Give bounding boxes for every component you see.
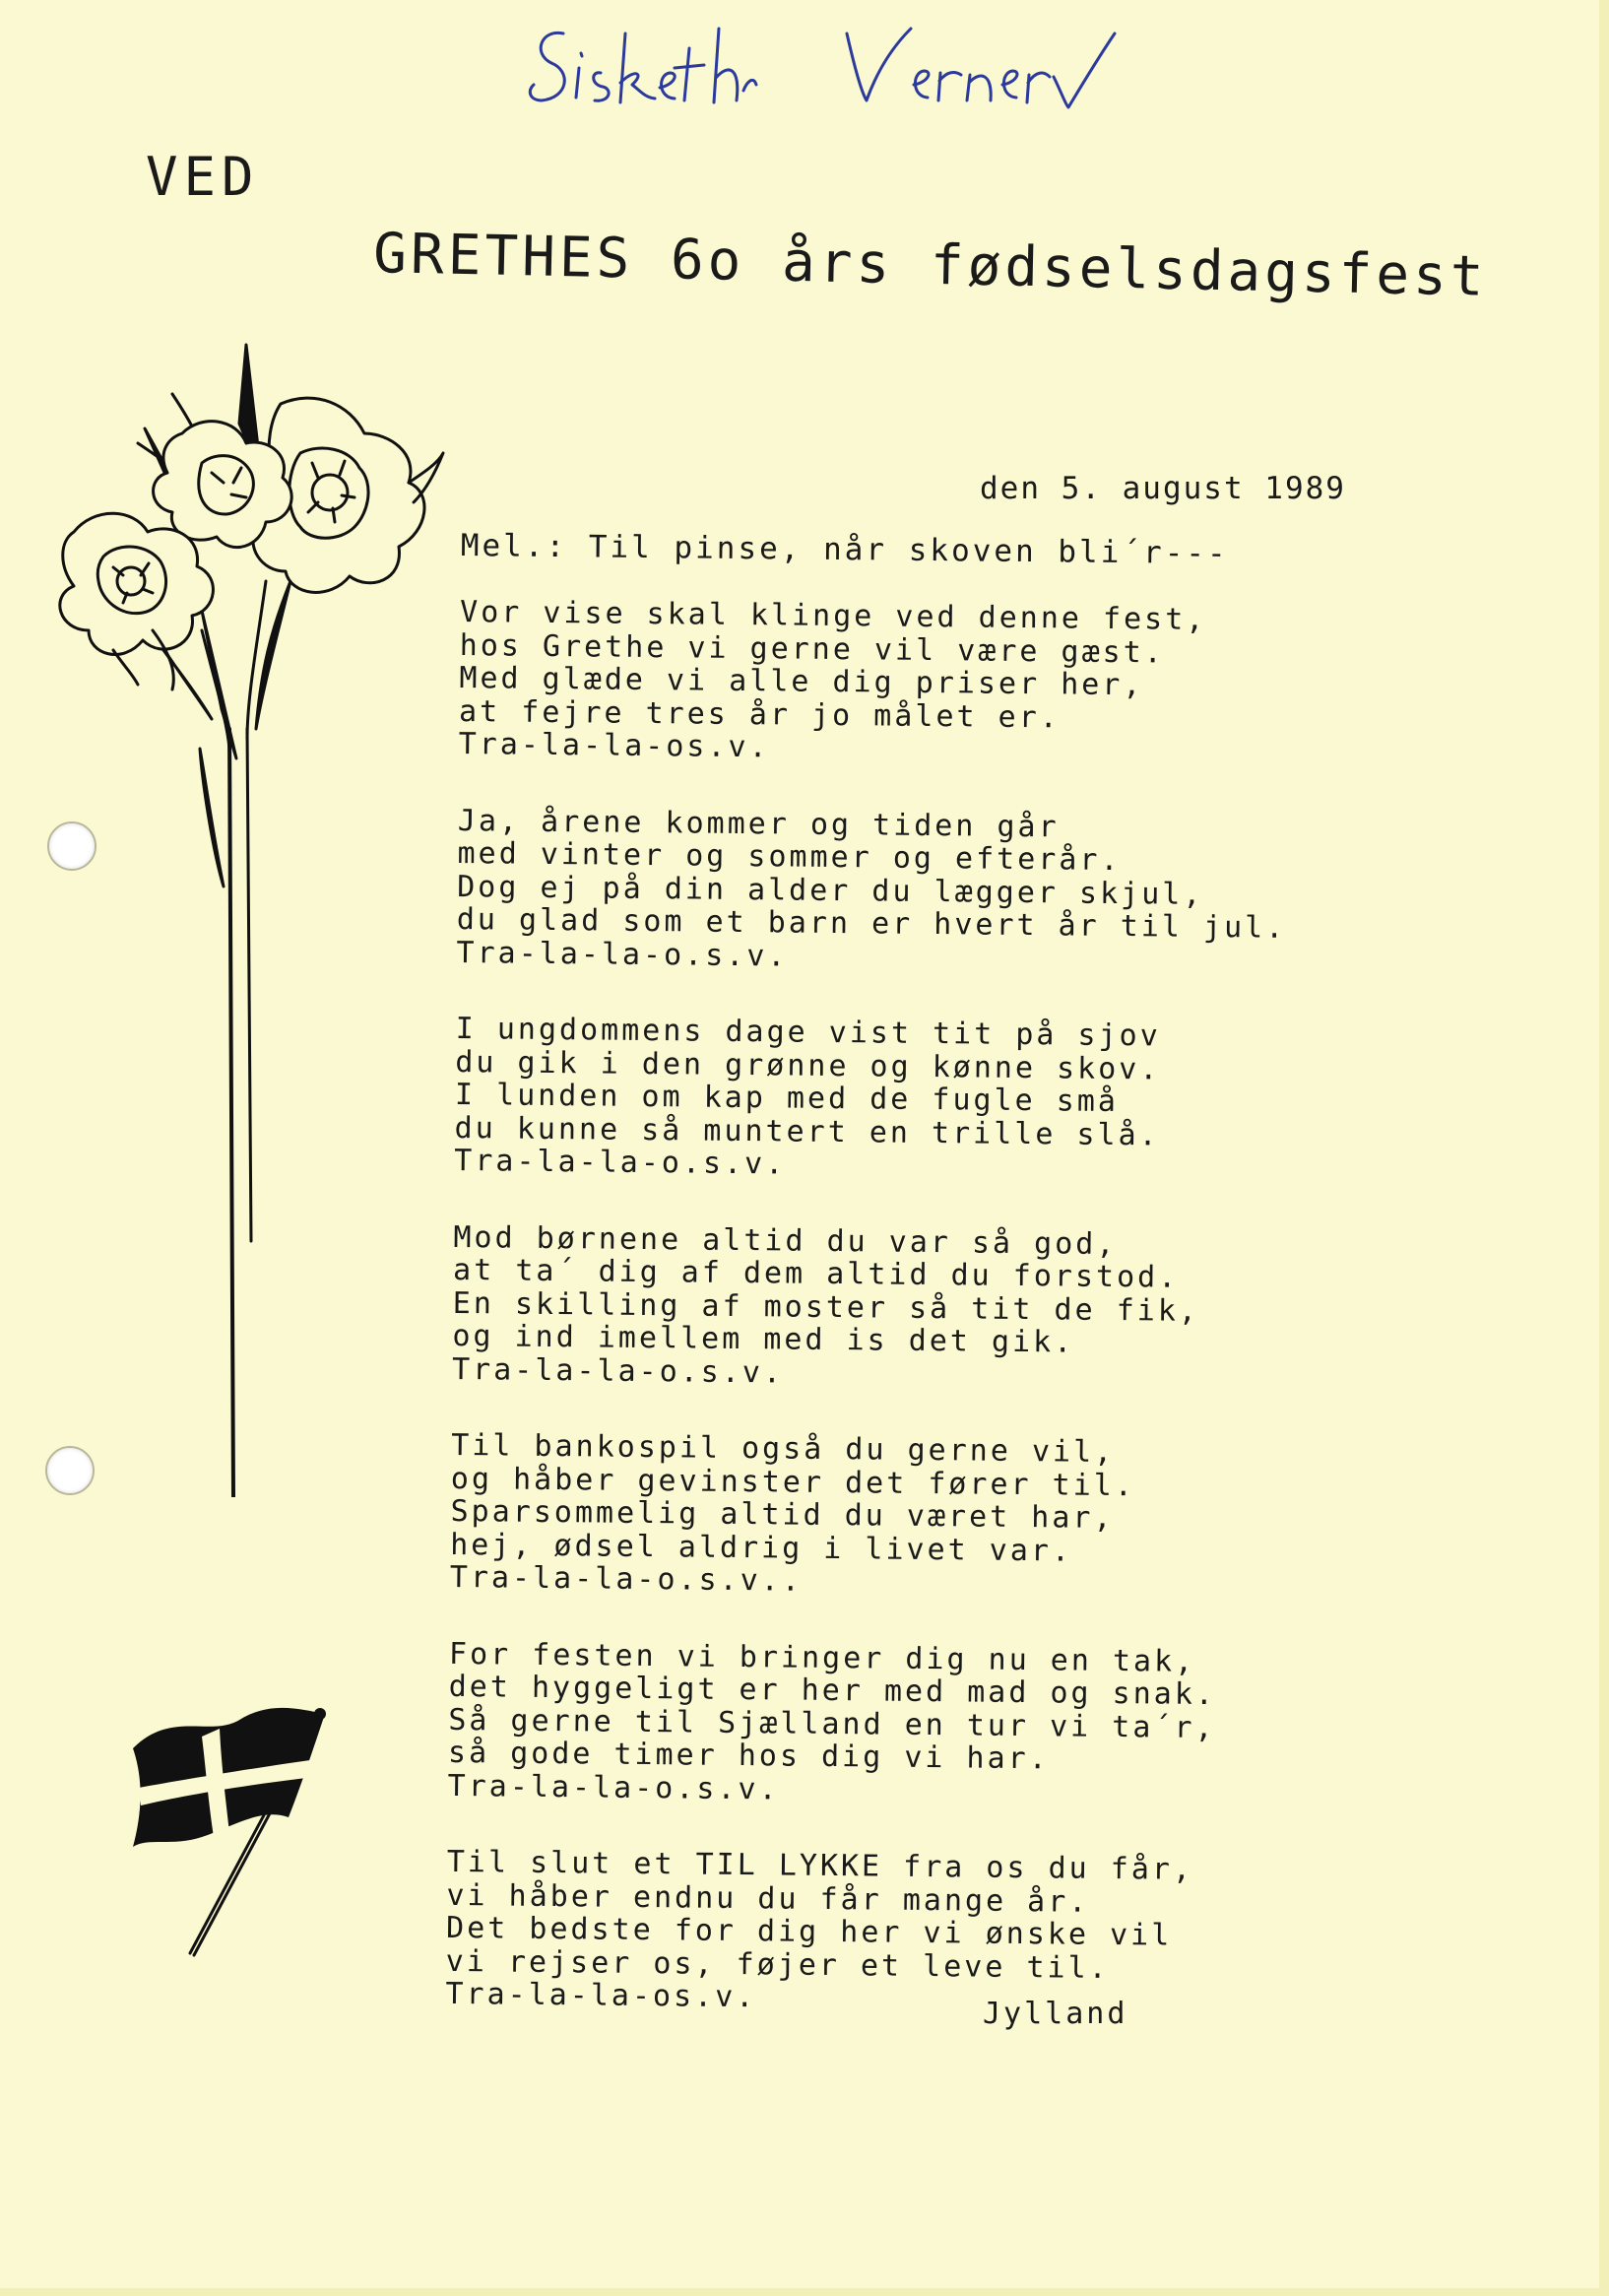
verse-line: For festen vi bringer dig nu en tak, — [448, 1636, 1196, 1679]
danish-flag-illustration — [123, 1689, 335, 1960]
verse-line: Det bedste for dig her vi ønske vil — [445, 1910, 1173, 1953]
verse-refrain: Tra-la-la-o.s.v.. — [449, 1559, 804, 1599]
verse-line: Med glæde vi alle dig priser her, — [459, 660, 1144, 703]
verse-line: og håber gevinster det fører til. — [450, 1461, 1136, 1503]
verse-line: og ind imellem med is det gik. — [452, 1318, 1075, 1360]
verse-line: hej, ødsel aldrig i livet var. — [450, 1527, 1073, 1569]
verse-line: Dog ej på din alder du lægger skjul, — [457, 869, 1204, 912]
verse — [452, 1220, 1458, 1396]
verse-line: med vinter og sommer og efterår. — [457, 835, 1122, 879]
verse-refrain: Tra-la-la-os.v. — [445, 1976, 757, 2015]
verse-line: du kunne så muntert en trille slå. — [454, 1110, 1160, 1152]
verse-line: Til slut et TIL LYKKE fra os du får, — [446, 1844, 1194, 1887]
punch-hole — [45, 1446, 95, 1495]
verse — [454, 1013, 1460, 1188]
verse-line: hos Grethe vi gerne vil være gæst. — [459, 627, 1166, 670]
verse-line: En skilling af moster så tit de fik, — [452, 1285, 1200, 1329]
handwritten-signature — [522, 14, 1172, 122]
verse-line: du glad som et barn er hvert år til jul. — [456, 901, 1287, 946]
verse-refrain: Tra-la-la-o.s.v. — [451, 1351, 785, 1390]
melody-line: Mel.: Til pinse, når skoven bli´r--- — [460, 528, 1229, 572]
verse-line: Mod børnene altid du var så god, — [453, 1219, 1118, 1262]
verse — [445, 1846, 1451, 2021]
verse-line: Så gerne til Sjælland en tur vi ta´r, — [448, 1702, 1216, 1745]
verse-line: at ta´ dig af dem altid du forstod. — [452, 1252, 1180, 1295]
song-text — [445, 529, 1465, 2065]
verse-refrain: Tra-la-la-o.s.v. — [447, 1768, 780, 1806]
verse-line: at fejre tres år jo målet er. — [458, 693, 1062, 735]
verse-line: vi håber endnu du får mange år. — [446, 1877, 1090, 1920]
document-date: den 5. august 1989 — [980, 471, 1346, 506]
verse-line: vi rejser os, føjer et leve til. — [445, 1943, 1110, 1986]
verse-line: I lunden om kap med de fugle små — [454, 1077, 1120, 1120]
verse-line: Til bankospil også du gerne vil, — [451, 1427, 1116, 1471]
author-signature: Jylland — [983, 1997, 1128, 2031]
daffodil-illustration — [54, 335, 458, 1497]
verse — [456, 804, 1462, 979]
verse-refrain: Tra-la-la-o.s.v. — [454, 1143, 787, 1182]
verse-line: så gode timer hos dig vi har. — [447, 1735, 1050, 1777]
verse-line: Sparsommelig altid du været har, — [450, 1493, 1115, 1537]
verse-line: det hyggeligt er her med mad og snak. — [448, 1669, 1217, 1713]
verse — [447, 1637, 1453, 1812]
verse-refrain: Tra-la-la-os.v. — [458, 726, 770, 765]
verse-line: I ungdommens dage vist tit på sjov — [455, 1011, 1161, 1054]
punch-hole — [47, 821, 97, 871]
verse — [450, 1429, 1456, 1605]
verse-line: Vor vise skal klinge ved denne fest, — [459, 594, 1207, 637]
verse-line: Ja, årene kommer og tiden går — [457, 803, 1060, 844]
verse — [459, 596, 1465, 771]
heading-ved: VED — [146, 146, 260, 208]
verse-line: du gik i den grønne og kønne skov. — [455, 1044, 1161, 1086]
page-title: GRETHES 6o års fødselsdagsfest — [372, 222, 1489, 309]
verse-refrain: Tra-la-la-o.s.v. — [456, 935, 789, 974]
